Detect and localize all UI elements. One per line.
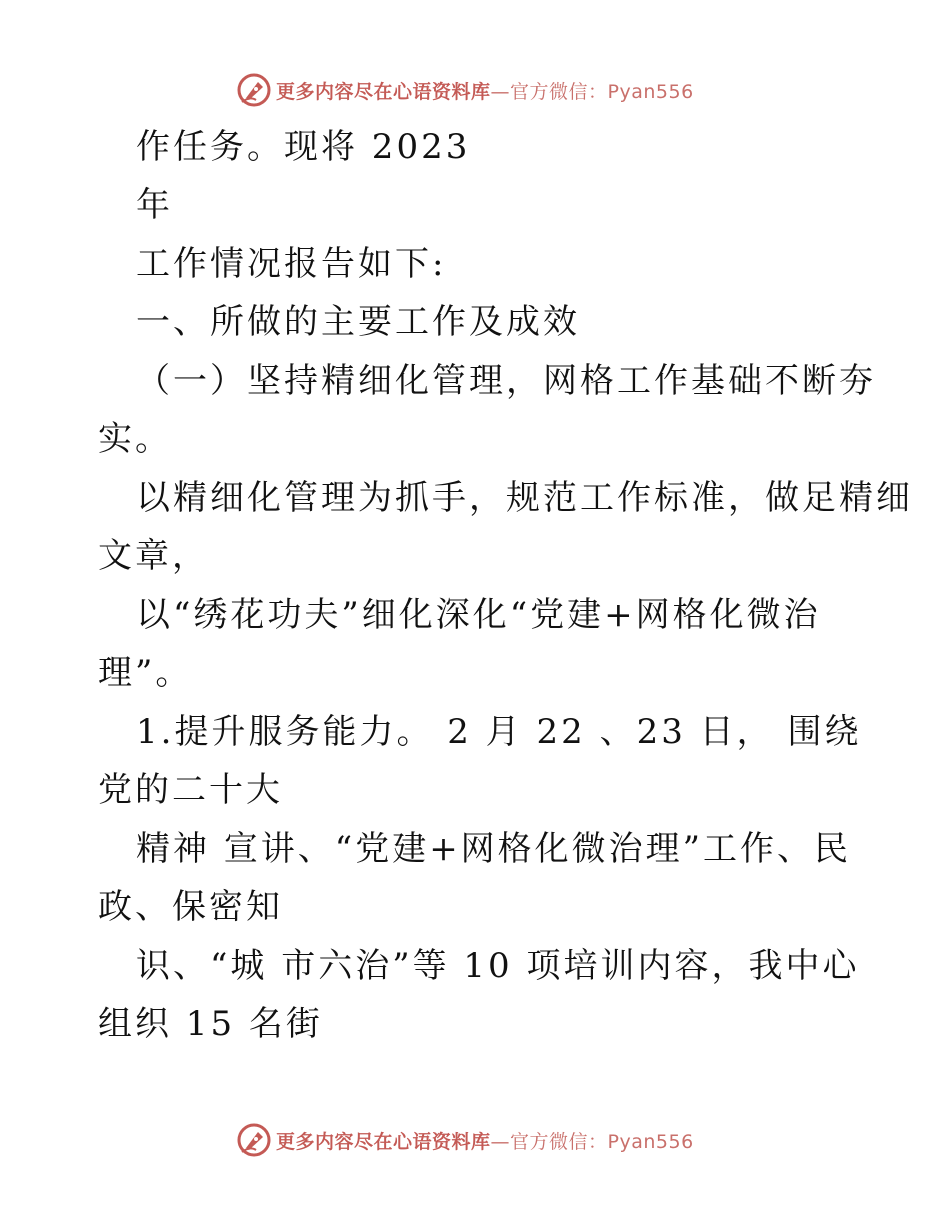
body-line: 以精细化管理为抓手，规范工作标准，做足精细 (136, 478, 913, 518)
body-line: 工作情况报告如下: (136, 244, 447, 284)
header-watermark (236, 72, 694, 108)
watermark-text (276, 1127, 694, 1154)
body-line: 作任务。现将 2023 (136, 127, 471, 167)
pen-nib-logo-icon (236, 1122, 272, 1158)
watermark-wechat-label: 官方微信： (510, 1130, 608, 1153)
watermark-wechat-id: Pyan556 (607, 1130, 694, 1153)
watermark-wechat-label: 官方微信： (510, 80, 608, 103)
body-line: 政、保密知 (98, 887, 283, 927)
subsection-heading: （一）坚持精细化管理，网格工作基础不断夯 (136, 361, 876, 401)
body-line: 文章， (98, 536, 209, 576)
watermark-dash: — (490, 80, 511, 103)
watermark-text (276, 77, 694, 104)
watermark-brand: 更多内容尽在心语资料库 (276, 80, 491, 103)
watermark-brand: 更多内容尽在心语资料库 (276, 1130, 491, 1153)
body-line: 党的二十大 (98, 770, 283, 810)
body-line: 年 (136, 185, 173, 225)
body-line: 理”。 (98, 653, 193, 693)
body-line: 以“绣花功夫”细化深化“党建+网格化微治 (136, 595, 821, 635)
body-line: 组织 15 名街 (98, 1004, 323, 1044)
body-line: 识、“城 市六治”等 10 项培训内容，我中心 (136, 946, 860, 986)
watermark-wechat-id: Pyan556 (607, 80, 694, 103)
body-line: 实。 (98, 419, 172, 459)
body-line: 精神 宣讲、“党建+网格化微治理”工作、民 (136, 829, 852, 869)
footer-watermark (236, 1122, 694, 1158)
section-heading: 一、所做的主要工作及成效 (136, 302, 580, 342)
body-line: 1.提升服务能力。 2 月 22 、23 日， 围绕 (136, 712, 862, 752)
pen-nib-logo-icon (236, 72, 272, 108)
watermark-dash: — (490, 1130, 511, 1153)
